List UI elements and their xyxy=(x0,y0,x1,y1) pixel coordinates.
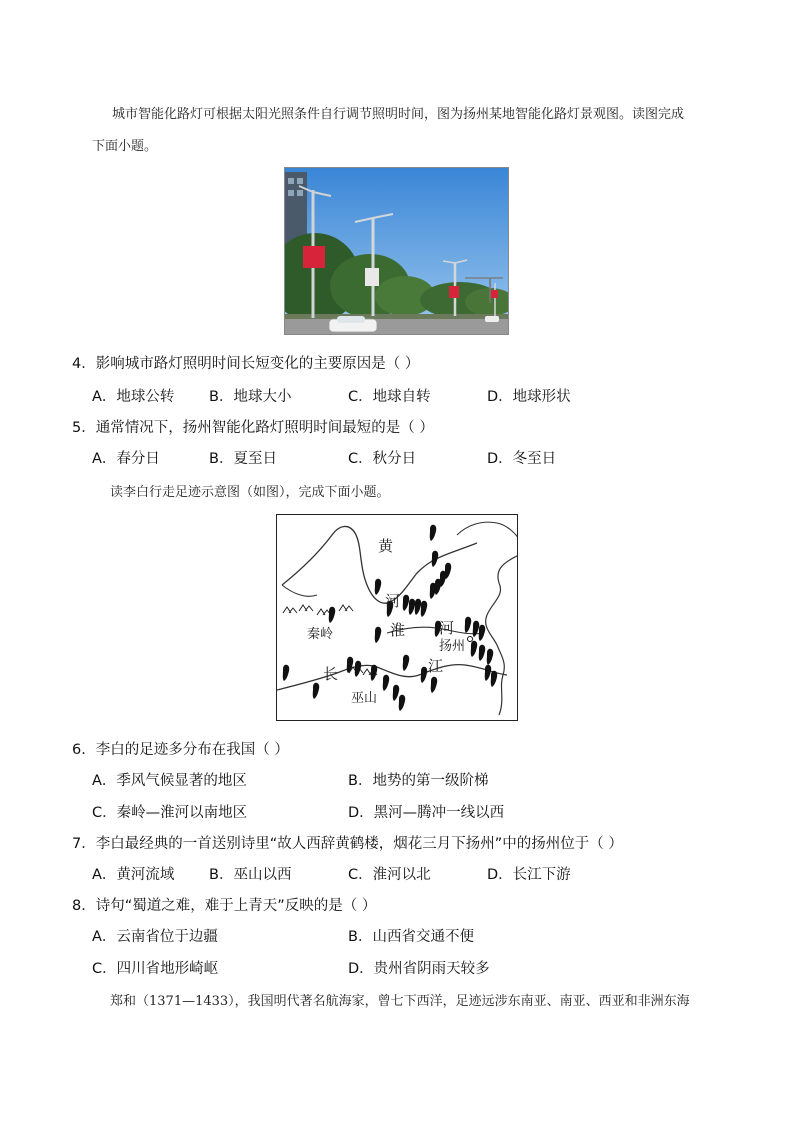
question-5-option-d: D．冬至日 xyxy=(487,451,557,467)
mountain-icon xyxy=(283,607,297,613)
question-8-stem: 8．诗句“蜀道之难，难于上青天”反映的是（ ） xyxy=(72,898,377,914)
footprint-icon xyxy=(430,583,437,599)
footprint-icon xyxy=(375,627,382,643)
question-4-option-c: C．地球自转 xyxy=(348,389,431,405)
map-label-qinling: 秦岭 xyxy=(307,627,334,642)
coastline xyxy=(486,555,518,715)
question-7-option-c: C．淮河以北 xyxy=(348,867,431,883)
footprint-icon xyxy=(479,625,486,641)
footprint-icon xyxy=(421,601,428,617)
footprint-icon xyxy=(409,599,416,615)
footprint-icon xyxy=(479,645,486,661)
question-7-option-b: B．巫山以西 xyxy=(209,867,292,883)
footprint-icon xyxy=(421,667,428,683)
question-5-option-c: C．秋分日 xyxy=(348,451,417,467)
mountain-icon xyxy=(317,609,331,615)
question-4-option-b: B．地球大小 xyxy=(209,389,292,405)
question-7-stem: 7．李白最经典的一首送别诗里“故人西辞黄鹤楼，烟花三月下扬州”中的扬州位于（ ） xyxy=(72,836,623,852)
footprint-icon xyxy=(393,685,400,701)
question-6-option-a: A．季风气候显著的地区 xyxy=(92,773,247,789)
question-5-stem: 5．通常情况下，扬州智能化路灯照明时间最短的是（ ） xyxy=(72,420,434,436)
question-4-stem: 4．影响城市路灯照明时间长短变化的主要原因是（ ） xyxy=(72,356,420,372)
question-8-option-c: C．四川省地形崎岖 xyxy=(92,961,219,977)
question-5-option-b: B．夏至日 xyxy=(209,451,277,467)
footprint-icon xyxy=(355,661,362,677)
question-6-option-d: D．黑河—腾冲一线以西 xyxy=(348,805,505,821)
mountain-icon xyxy=(339,605,353,611)
footprint-icon xyxy=(415,599,422,615)
map-label-yangzhou: 扬州 xyxy=(439,639,466,654)
map-label-huai: 淮 xyxy=(390,621,406,639)
map-label-jiang: 江 xyxy=(428,657,444,675)
question-7-option-d: D．长江下游 xyxy=(487,867,571,883)
question-5-option-a: A．春分日 xyxy=(92,451,160,467)
question-4-option-a: A．地球公转 xyxy=(92,389,175,405)
question-8-option-d: D．贵州省阴雨天较多 xyxy=(348,961,490,977)
intro-paragraph-line1: 城市智能化路灯可根据太阳光照条件自行调节照明时间，图为扬州某地智能化路灯景观图。读图完成 xyxy=(112,107,685,122)
footprint-icon xyxy=(313,683,320,699)
footprint-icon xyxy=(347,657,354,673)
map-label-huang: 黄 xyxy=(378,537,394,555)
footprint-icon xyxy=(430,525,437,541)
question-6-stem: 6．李白的足迹多分布在我国（ ） xyxy=(72,742,289,758)
footprint-icon xyxy=(283,665,290,681)
footprint-icon xyxy=(403,655,410,671)
question-6-option-c: C．秦岭—淮河以南地区 xyxy=(92,805,248,821)
map-drawing xyxy=(277,515,518,721)
intro-paragraph-line2: 下面小题。 xyxy=(92,139,158,154)
mountain-icon xyxy=(299,605,313,611)
map-label-wushan: 巫山 xyxy=(351,691,378,706)
question-4-option-d: D．地球形状 xyxy=(487,389,571,405)
footprint-icon xyxy=(329,607,336,623)
question-8-option-a: A．云南省位于边疆 xyxy=(92,929,218,945)
footprint-icon xyxy=(473,621,480,637)
intro-paragraph-3: 郑和（1371—1433），我国明代著名航海家，曾七下西洋，足迹远涉东南亚、南亚、西亚和非洲东海 xyxy=(110,994,690,1009)
yellow-river-upper xyxy=(282,585,317,596)
yangtze-river xyxy=(277,665,507,690)
question-7-option-a: A．黄河流域 xyxy=(92,867,175,883)
footprint-icon xyxy=(432,551,439,567)
li-bai-footprint-map xyxy=(276,514,518,721)
map-label-he-huai: 河 xyxy=(439,619,455,637)
footprint-icon xyxy=(375,579,382,595)
footprint-icon xyxy=(465,617,472,633)
map-label-chang: 长 xyxy=(323,665,339,683)
footprint-icon xyxy=(485,665,492,681)
footprint-icon xyxy=(371,665,378,681)
intro-paragraph-2: 读李白行走足迹示意图（如图），完成下面小题。 xyxy=(110,485,390,500)
question-8-option-b: B．山西省交通不便 xyxy=(348,929,474,945)
city-dot-icon xyxy=(468,637,473,642)
footprint-icon xyxy=(399,695,406,711)
footprint-icon xyxy=(471,641,478,657)
street-lamp-photo xyxy=(284,167,509,335)
footprint-icon xyxy=(431,677,438,693)
footprint-icon xyxy=(487,649,494,665)
footprint-icon xyxy=(403,595,410,611)
footprint-icon xyxy=(491,671,498,687)
map-label-he-yellow: 河 xyxy=(385,592,401,610)
question-6-option-b: B．地势的第一级阶梯 xyxy=(348,773,489,789)
footprint-icon xyxy=(383,675,390,691)
